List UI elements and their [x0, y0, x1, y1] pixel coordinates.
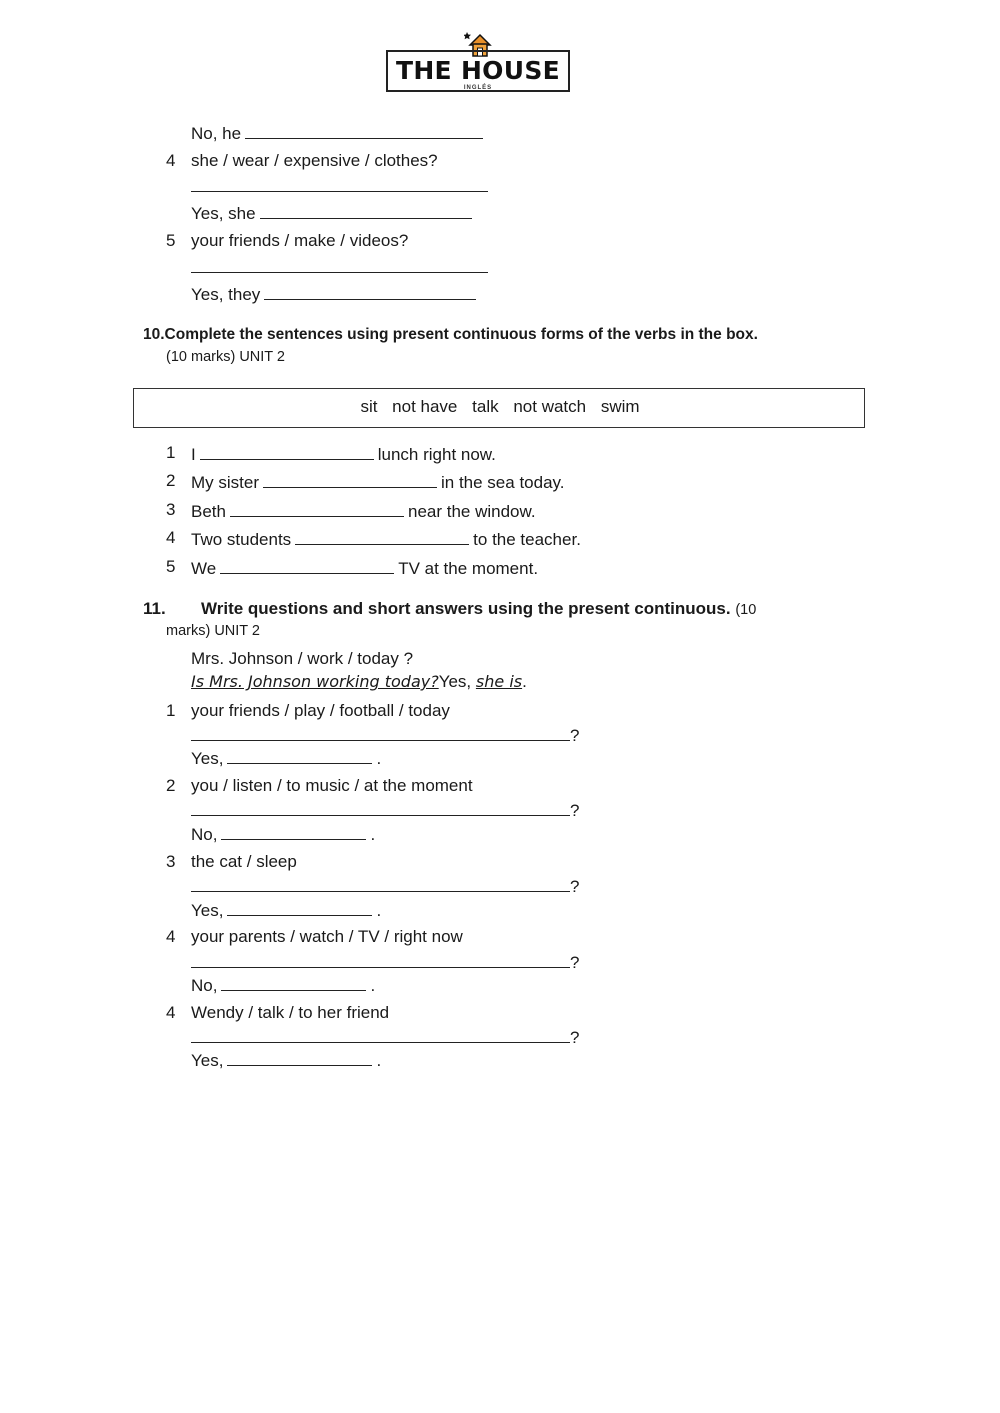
- section10-heading: 10.Complete the sentences using present continuous forms of the verbs in the box.: [143, 326, 758, 343]
- short-answer-blank[interactable]: [227, 1049, 372, 1066]
- word-box: [133, 388, 865, 428]
- question-blank[interactable]: [191, 951, 570, 968]
- question-blank[interactable]: [191, 875, 570, 892]
- word-swim: swim: [600, 397, 640, 416]
- question-blank[interactable]: [191, 256, 488, 273]
- prev-item: 5: [166, 231, 176, 250]
- question-line: ?: [191, 724, 579, 746]
- short-answer-line: Yes, .: [191, 901, 382, 920]
- short-answer-blank[interactable]: [221, 823, 366, 840]
- logo-subtitle: INGLÉS: [463, 85, 493, 91]
- question-blank[interactable]: [191, 175, 488, 192]
- sentence-item: Beth near the window.: [191, 502, 536, 521]
- short-answer-blank[interactable]: [221, 974, 366, 991]
- sentence-item: My sister in the sea today.: [191, 473, 565, 492]
- item-number: 4: [166, 927, 176, 946]
- item-number: 4: [166, 1003, 176, 1022]
- item-number: 2: [166, 776, 176, 795]
- item-number: 3: [166, 500, 176, 519]
- question-blank[interactable]: [191, 1026, 570, 1043]
- answer-blank[interactable]: [245, 122, 483, 139]
- short-answer-line: No, .: [191, 825, 376, 844]
- prev-answer-line: Yes, she: [191, 202, 476, 224]
- sentence-item: I lunch right now.: [191, 445, 496, 464]
- short-answer-line: Yes, .: [191, 749, 382, 768]
- item-number: 5: [166, 557, 176, 576]
- prev-item-prompt: your friends / make / videos?: [191, 231, 409, 250]
- word-talk: talk: [472, 397, 499, 416]
- question-prompt: your parents / watch / TV / right now: [191, 927, 463, 946]
- word-list: [134, 397, 866, 417]
- word-sit: sit: [360, 397, 378, 416]
- item-number: 1: [166, 701, 176, 720]
- short-answer-line: Yes, .: [191, 1051, 382, 1070]
- verb-blank[interactable]: [220, 557, 394, 574]
- question-blank[interactable]: [191, 724, 570, 741]
- verb-blank[interactable]: [200, 443, 374, 460]
- word-not-have: not have: [392, 397, 458, 416]
- section11-marks: marks) UNIT 2: [166, 623, 260, 639]
- question-prompt: you / listen / to music / at the moment: [191, 776, 473, 795]
- example-prompt: Mrs. Johnson / work / today ?: [191, 649, 414, 668]
- logo: [386, 28, 574, 96]
- section10-marks: (10 marks) UNIT 2: [166, 349, 285, 365]
- question-prompt: Wendy / talk / to her friend: [191, 1003, 390, 1022]
- question-line: ?: [191, 875, 579, 897]
- question-line: ?: [191, 799, 579, 821]
- short-answer-blank[interactable]: [227, 747, 372, 764]
- verb-blank[interactable]: [230, 500, 404, 517]
- prev-item-prompt: she / wear / expensive / clothes?: [191, 151, 438, 170]
- sentence-item: We TV at the moment.: [191, 559, 539, 578]
- item-number: 3: [166, 852, 176, 871]
- verb-blank[interactable]: [263, 471, 437, 488]
- item-number: 4: [166, 528, 176, 547]
- short-answer-line: No, .: [191, 976, 376, 995]
- prev-answer-line: No, he: [191, 122, 487, 144]
- word-not-watch: not watch: [513, 397, 587, 416]
- verb-blank[interactable]: [295, 528, 469, 545]
- item-number: 2: [166, 471, 176, 490]
- question-blank[interactable]: [191, 799, 570, 816]
- prev-answer-line: Yes, they: [191, 283, 480, 305]
- section11-heading: Write questions and short answers using the present continuous. (10: [201, 599, 757, 618]
- prev-item: 4: [166, 151, 176, 170]
- short-answer-blank[interactable]: [227, 899, 372, 916]
- answer-blank[interactable]: [260, 202, 472, 219]
- question-line: ?: [191, 951, 579, 973]
- answer-blank[interactable]: [264, 283, 476, 300]
- example-answer: Is Mrs. Johnson working today?Yes, she is.: [191, 672, 527, 691]
- question-prompt: your friends / play / football / today: [191, 701, 450, 720]
- item-number: 1: [166, 443, 176, 462]
- logo-brand: THE HOUSE: [395, 56, 561, 85]
- question-prompt: the cat / sleep: [191, 852, 297, 871]
- sentence-item: Two students to the teacher.: [191, 530, 581, 549]
- section11-number: 11.: [143, 599, 166, 618]
- question-line: ?: [191, 1026, 579, 1048]
